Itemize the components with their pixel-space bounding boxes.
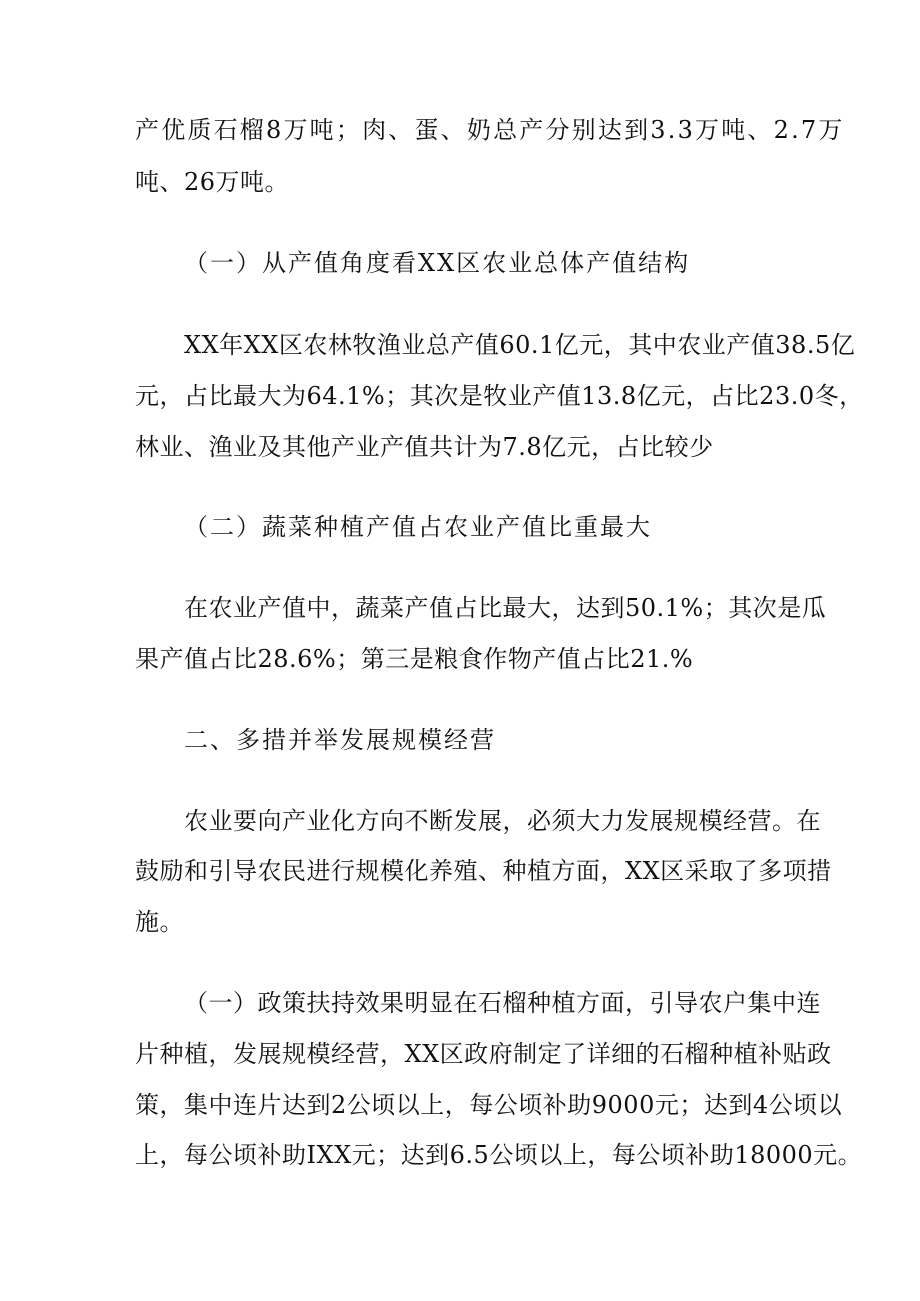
- section-heading: （一）从产值角度看XX区农业总体产值结构: [184, 249, 691, 277]
- paragraph-line: 在农业产值中，蔬菜产值占比最大，达到50.1%；其次是瓜: [184, 594, 827, 622]
- paragraph-line: 果产值占比28.6%；第三是粮食作物产值占比21.%: [135, 645, 694, 673]
- paragraph-line: 片种植，发展规模经营，XX区政府制定了详细的石榴种植补贴政: [135, 1040, 832, 1068]
- paragraph-line: 施。: [135, 908, 184, 936]
- paragraph-line: XX年XX区农林牧渔业总产值60.1亿元，其中农业产值38.5亿: [184, 331, 856, 359]
- paragraph-line: 元，占比最大为64.1%；其次是牧业产值13.8亿元，占比23.0冬，: [135, 382, 864, 410]
- paragraph-line: 吨、26万吨。: [135, 168, 290, 196]
- paragraph-line: 策，集中连片达到2公顷以上，每公顷补助9000元；达到4公顷以: [135, 1091, 843, 1119]
- section-heading: （二）蔬菜种植产值占农业产值比重最大: [184, 513, 652, 541]
- paragraph-line: 农业要向产业化方向不断发展，必须大力发展规模经营。在: [184, 807, 821, 835]
- section-heading: 二、多措并举发展规模经营: [184, 726, 496, 754]
- paragraph-line: 林业、渔业及其他产业产值共计为7.8亿元，占比较少: [135, 433, 714, 461]
- paragraph-line: 产优质石榴8万吨；肉、蛋、奶总产分别达到3.3万吨、2.7万: [135, 116, 845, 144]
- paragraph-line: 鼓励和引导农民进行规模化养殖、种植方面，XX区采取了多项措: [135, 857, 832, 885]
- paragraph-line: 上，每公顷补助IXX元；达到6.5公顷以上，每公顷补助18000元。: [135, 1141, 863, 1169]
- paragraph-line: （一）政策扶持效果明显在石榴种植方面，引导农户集中连: [184, 989, 821, 1017]
